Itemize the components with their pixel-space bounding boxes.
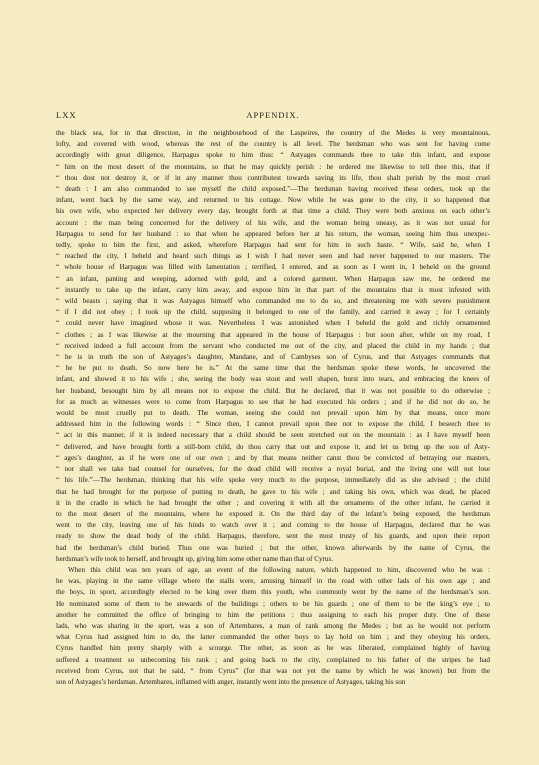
text-line: that he had brought for the purpose of putting to death, he gave to his wife ; and taking his own, which was dead, he placed [56,487,490,496]
text-line: her husband, besought him by all means not to expose the child. But he declared, that it was not possible to do otherwise ; [56,386,490,395]
text-line: He nominated some of them to be stewards of the buildings ; others to be his guards ; one of them to be the king’s eye ; to [56,599,490,608]
text-line: it in the cradle in which he had brought the other ; and covering it with all the ornaments of the other infant, he carried it [56,498,490,507]
paragraph [56,565,490,688]
text-line: suffered a treatment so unbecoming his rank ; and going back to the city, complained to his father of the stripes he had [56,655,490,664]
text-line: “ wild beasts ; saying that it was Astyagus himself who commanded me to do so, and threatening me with severe punishment [56,297,490,306]
text-line: “ his life.”—The herdsman, thinking that his wife spoke very much to the purpose, immediately did as she advised ; the child [56,476,490,485]
text-line: to the most desert of the mountains, where he exposed it. On the third day of the infant’s being exposed, the herdsman [56,509,490,518]
text-line: When this child was ten years of age, an event of the following nature, which happened to him, discovered who he was : [68,565,490,574]
text-line: for as much as witnesses were to come from Harpagus to see that he had executed his orders ; and if he did not do so, he [56,397,490,406]
text-line: “ he is in truth the son of Astyages’s daughter, Mandane, and of Cambyses son of Cyrus, and that Astyages commands that [56,353,490,362]
text-line: “ he be put to death. So now here he is.” At the same time that the herdsman spoke these words, he uncovered the [56,364,490,373]
text-line: tedly, spoke to him the first, and asked, wherefore Harpagus had sent for him in such haste. “ Wife, said he, when I [56,241,490,250]
text-line: “ received indeed a full account from the servant who conducted me out of the city, and placed the child in my hands ; that [56,341,490,350]
text-line: “ whole house of Harpagus was filled with lamentation ; terrified, I entered, and as soon as I went in, I beheld on the ground [56,263,490,272]
page-number: LXX [56,110,77,120]
text-line: Harpagus to send for her husband : so that when he appeared before her at his return, the woman, seeing him thus unexpec- [56,229,490,238]
text-line: accordingly with great diligence, Harpagus spoke to him thus: “ Astyages commands thee to take this infant, and expose [56,151,490,160]
text-line: went to the city, leaving one of his hinds to watch over it ; and coming to the house of Harpagus, declared that he was [56,521,490,530]
paragraph [56,128,490,565]
text-line: received from Cyrus, not that he said, “ from Cyrus” (for that was not yet the name by which he was known) but from the [56,666,490,675]
text-line: another he committed the office of bringing to him the petitions : thus assigning to each his proper duty. One of these [56,610,490,619]
text-line: would be most cruelly put to death. The woman, seeing she could not prevail upon him by that means, once more [56,409,490,418]
text-line: lads, who was sharing in the sport, was a son of Artembares, a man of rank among the Medes ; but as he would not perform [56,621,490,630]
text-line: infant, and showed it to his wife ; she, seeing the body was stout and well shapen, burst into tears, and embracing the knees of [56,375,490,384]
text-line: the black sea, for in that direction, in the neighbourhood of the Laspeires, the country of the Medes is very mountainous, [56,129,490,137]
text-line: “ ages’s daughter, as if he were one of our own ; and by that means neither canst thou be convicted of betraying our masters, [56,453,490,462]
text-line: Cyrus handled him pretty sharply with a scourge. The other, as soon as he was liberated, complained highly of having [56,644,490,653]
text-line: “ thou dost not destroy it, or if in any manner thou contributest towards saving its life, thou shalt perish by the most cruel [56,173,490,182]
text-line: had the herdsman’s child buried. Thus one was buried ; but the other, known afterwards by the name of Cyrus, the [56,543,490,552]
text-line: infant, went back by the same way, and returned to his cottage. Now while he was gone to the city, it so happened that [56,196,490,205]
text-line: “ instantly to take up the infant, carry him away, and expose him in that part of the mountains that is most infested with [56,285,490,294]
running-title: APPENDIX. [246,110,300,120]
text-line: what Cyrus had assigned him to do, the latter commanded the other boys to lay hold on him ; and they obeying his orders, [56,633,490,642]
text-line: ready to show the dead body of the child. Harpagus, therefore, sent the most trusty of his guards, and upon their report [56,532,490,541]
text-line: “ could never have imagined whose it was. Nevertheless I was astonished when I beheld the gold and richly ornamented [56,319,490,328]
text-line: “ an infant, panting and weeping, adorned with gold, and a colored garment. When Harpagus saw me, he ordered me [56,274,490,283]
text-line: “ reached the city, I beheld and heard such things as I wish I had never seen and had never happened to our masters. The [56,252,490,261]
text-line: lofty, and covered with wood, whereas the rest of the country is all level. The herdsman who was sent for having come [56,140,490,149]
text-line: addressed him in the following words : “ Since then, I cannot prevail upon thee not to expose the child, I beseech thee to [56,420,490,429]
text-line: the boys, in sport, accordingly elected to be king over them this youth, who commonly went by the name of the herdsman’s son. [56,588,490,597]
text-line: “ him on the most desert of the mountains, so that he may quickly perish : he ordered me likewise to tell thee this, that if [56,162,490,171]
text-line: “ act in this manner, if it is indeed necessary that a child should be seen stretched out on the mountain : as I have myself been [56,431,490,440]
text-line: he was, playing in the same village where the stalls were, amusing himself in the road with other lads of his own age ; and [56,577,490,586]
text-line: “ nor shall we take bad counsel for ourselves, for the dead child will receive a royal burial, and the living one will not lose [56,465,490,474]
text-line: account : the man being concerned for the delivery of his wife, and the woman being uneasy, as it was not usual for [56,218,490,227]
text-line: “ if I did not obey ; I took up the child, supposing it belonged to one of the family, and carried it away ; for I certainly [56,308,490,317]
text-line: “ delivered, and have brought forth a still-born child, do thou carry that out and expose it, and let us bring up the son of Asty- [56,442,490,451]
text-line: his own wife, who expected her delivery every day, brought forth at that time a child. They were both anxious on each other’s [56,207,490,216]
text-line: “ death : I am also commanded to see myself the child exposed.”—The herdsman having received these orders, took up the [56,185,490,194]
text-line: son of Astyages’s herdsman. Artembares, inflamed with anger, instantly went into the presence of Astyages, taking his son [56,677,406,686]
body-text [56,128,490,688]
text-line: “ clothes ; as I was likewise at the mourning that appeared in the house of Harpagus : but soon after, while on my road, I [56,330,490,339]
page-header [56,110,490,122]
text-line: herdsman’s wife took to herself, and brought up, giving him some other name than that of Cyrus. [56,554,334,563]
